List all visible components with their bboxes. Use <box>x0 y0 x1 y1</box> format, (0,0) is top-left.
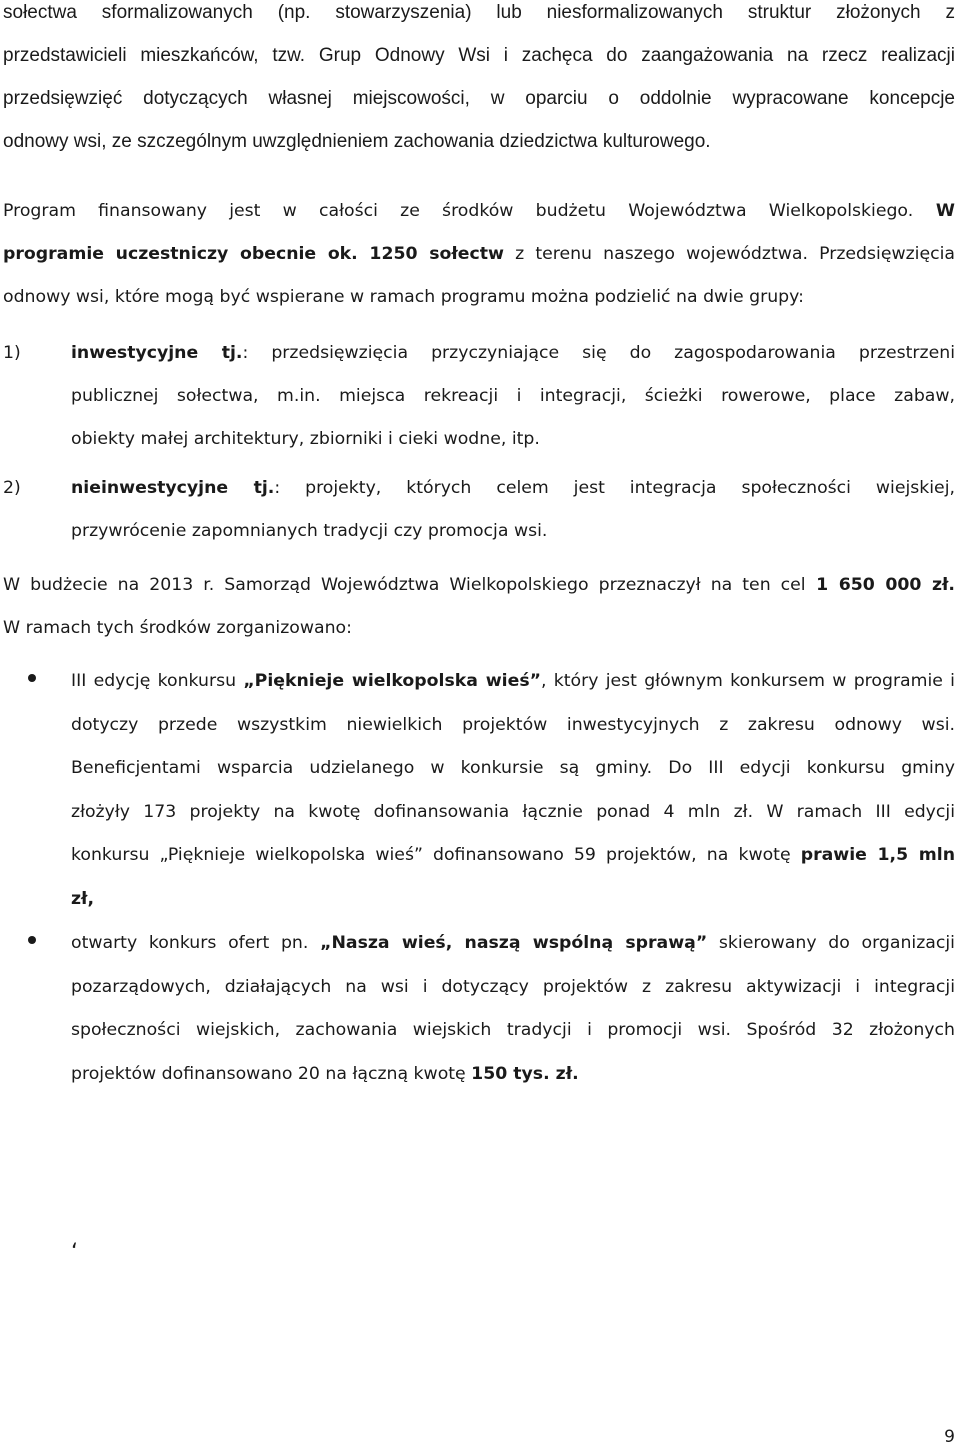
group-line: inwestycyjne tj.: przedsięwzięcia przyczyniające się do zagospodarowania przestrzeni <box>71 343 955 363</box>
program-line-1: Program finansowany jest w całości ze środków budżetu Województwa Wielkopolskiego. W <box>3 201 955 221</box>
intro-paragraph <box>3 0 955 163</box>
page-number: 9 <box>944 1427 955 1447</box>
bullet-line: dotyczy przede wszystkim niewielkich projektów inwestycyjnych z zakresu odnowy wsi. <box>71 714 955 735</box>
list-marker: 1) <box>3 343 21 363</box>
budget-line-1: W budżecie na 2013 r. Samorząd Województwa Wielkopolskiego przeznaczył na ten cel 1 650 000 zł. <box>3 575 955 595</box>
intro-line: przedstawicieli mieszkańców, tzw. Grup Odnowy Wsi i zachęca do zaangażowania na rzecz realizacji <box>3 45 955 66</box>
bullet-line: złożyły 173 projekty na kwotę dofinansowania łącznie ponad 4 mln zł. W ramach III edycji <box>71 801 955 822</box>
stray-quote-mark: ‘ <box>71 1240 78 1265</box>
budget-paragraph <box>3 564 955 650</box>
list-marker: 2) <box>3 478 21 498</box>
program-paragraph <box>3 190 955 319</box>
intro-line: sołectwa sformalizowanych (np. stowarzyszenia) lub niesformalizowanych struktur złożonych z <box>3 2 955 23</box>
bullet-line: zł, <box>71 888 95 909</box>
bullet-line: otwarty konkurs ofert pn. „Nasza wieś, naszą wspólną sprawą” skierowany do organizacji <box>71 933 955 953</box>
bullet-dot <box>28 674 36 682</box>
group-item-body <box>71 332 955 461</box>
group-line: publicznej sołectwa, m.in. miejsca rekreacji i integracji, ścieżki rowerowe, place zabaw, <box>71 386 955 406</box>
bullet-item-body <box>71 660 955 922</box>
intro-line: przedsięwzięć dotyczących własnej miejscowości, w oparciu o oddolnie wypracowane koncepcje <box>3 88 955 109</box>
bullet-item-body <box>71 922 955 1096</box>
bullet-line: projektów dofinansowano 20 na łączną kwotę 150 tys. zł. <box>71 1063 579 1084</box>
bullet-dot <box>28 936 36 944</box>
bullet-line: społeczności wiejskich, zachowania wiejskich tradycji i promocji wsi. Spośród 32 złożonych <box>71 1020 955 1041</box>
program-line-3: odnowy wsi, które mogą być wspierane w ramach programu można podzielić na dwie grupy: <box>3 287 804 307</box>
group-line: nieinwestycyjne tj.: projekty, których celem jest integracja społeczności wiejskiej, <box>71 478 955 498</box>
budget-line-2: W ramach tych środków zorganizowano: <box>3 618 352 638</box>
intro-line: odnowy wsi, ze szczególnym uwzględnieniem zachowania dziedzictwa kulturowego. <box>3 131 711 152</box>
program-line-2: programie uczestniczy obecnie ok. 1250 sołectw z terenu naszego województwa. Przedsięwzięcia <box>3 244 955 264</box>
bullet-line: Beneficjentami wsparcia udzielanego w konkursie są gminy. Do III edycji konkursu gminy <box>71 758 955 779</box>
bullet-line: konkursu „Pięknieje wielkopolska wieś” dofinansowano 59 projektów, na kwotę prawie 1,5 mln <box>71 845 955 866</box>
group-line: obiekty małej architektury, zbiorniki i cieki wodne, itp. <box>71 429 540 449</box>
group-item-body <box>71 467 955 553</box>
group-line: przywrócenie zapomnianych tradycji czy promocja wsi. <box>71 521 548 541</box>
bullet-line: pozarządowych, działających na wsi i dotyczący projektów z zakresu aktywizacji i integracji <box>71 976 955 997</box>
bullet-line: III edycję konkursu „Pięknieje wielkopolska wieś”, który jest głównym konkursem w programie i <box>71 671 955 691</box>
